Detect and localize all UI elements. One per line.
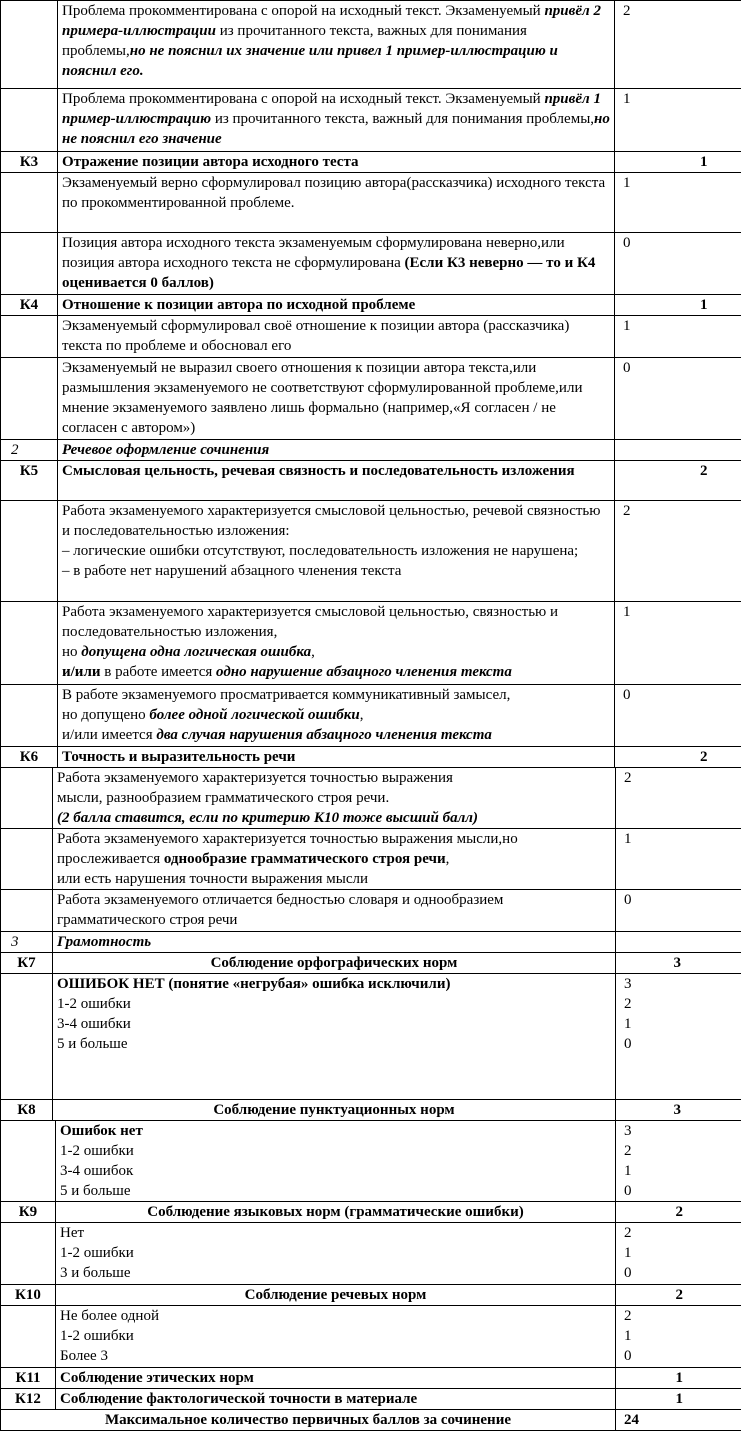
- total-value: 24: [616, 1410, 741, 1431]
- table-row: [1, 890, 741, 932]
- table-row: [1, 1223, 741, 1285]
- criterion-title: Точность и выразительность речи: [58, 747, 615, 768]
- criterion-max-score: 3: [666, 1100, 741, 1121]
- table-row: [1, 316, 741, 358]
- criterion-header-row: [1, 1285, 741, 1306]
- criterion-text: Экзаменуемый верно сформулировал позицию автора(рассказчика) исходного текста по прокомментированной проблеме.: [58, 173, 615, 233]
- score-cell: 1: [615, 173, 741, 233]
- criterion-max-score: 2: [667, 747, 741, 768]
- criterion-text: Ошибок нет 1-2 ошибки 3-4 ошибок 5 и больше: [56, 1121, 616, 1202]
- criterion-text: Экзаменуемый сформулировал своё отношение к позиции автора (рассказчика) текста по проблеме и обосновал его: [58, 316, 615, 358]
- table-row: [1, 602, 741, 685]
- criterion-title: Соблюдение речевых норм: [56, 1285, 616, 1306]
- table-row: [1, 685, 741, 747]
- table-row: [1, 501, 741, 602]
- criterion-code: К8: [1, 1100, 53, 1121]
- score-cell: 0: [615, 358, 741, 440]
- criterion-text: Проблема прокомментирована с опорой на исходный текст. Экзаменуемый привёл 1 пример-иллюстрацию из прочитанного текста, важный для понимания проблемы,но не пояснил его значение: [58, 89, 615, 152]
- criterion-code: К6: [1, 747, 58, 768]
- score-cell: 1: [615, 602, 741, 685]
- score-cell: 2: [615, 501, 741, 602]
- score-cell: 0: [615, 233, 741, 295]
- criterion-max-score: 2: [667, 461, 741, 501]
- criterion-text: Работа экзаменуемого отличается бедностью словаря и однообразием грамматического строя речи: [53, 890, 616, 932]
- score-cell: 0: [615, 685, 741, 747]
- criterion-code: К4: [1, 295, 58, 316]
- criterion-header-row: [1, 152, 741, 173]
- table-row: [1, 173, 741, 233]
- score-cell: 2 1 0: [616, 1306, 741, 1368]
- score-cell: 1: [616, 829, 741, 890]
- criteria-table-part-2: [0, 767, 741, 1121]
- criterion-text: В работе экзаменуемого просматривается коммуникативный замысел, но допущено более одной логической ошибки, и/или имеется два случая нарушения абзацного членения текста: [58, 685, 615, 747]
- criterion-title: Отношение к позиции автора по исходной проблеме: [58, 295, 615, 316]
- criterion-header-row: [1, 1202, 741, 1223]
- table-row: [1, 1, 741, 89]
- criterion-code: К12: [1, 1389, 56, 1410]
- score-cell: 1: [615, 316, 741, 358]
- criterion-code: К5: [1, 461, 58, 501]
- criterion-header-row: [1, 1368, 741, 1389]
- score-cell: 0: [616, 890, 741, 932]
- criterion-code: К10: [1, 1285, 56, 1306]
- criterion-text: Работа экзаменуемого характеризуется точностью выражения мысли, разнообразием грамматического строя речи. (2 балла ставится, если по критерию К10 тоже высший балл): [53, 768, 616, 829]
- criterion-max-score: 2: [668, 1285, 741, 1306]
- table-row: [1, 768, 741, 829]
- criterion-header-row: [1, 461, 741, 501]
- score-cell: 3 2 1 0: [616, 974, 741, 1100]
- criterion-text: Проблема прокомментирована с опорой на исходный текст. Экзаменуемый привёл 2 примера-иллюстрации из прочитанного текста, важных для понимания проблемы,но не пояснил их значение или привел 1 пример-иллюстрацию и пояснил его.: [58, 1, 615, 89]
- score-cell: 2: [615, 1, 741, 89]
- section-number: 2: [1, 440, 58, 461]
- criterion-title: Отражение позиции автора исходного теста: [58, 152, 615, 173]
- criterion-max-score: 1: [667, 152, 741, 173]
- table-row: [1, 233, 741, 295]
- criterion-header-row: [1, 1389, 741, 1410]
- table-row: [1, 829, 741, 890]
- criterion-header-row: [1, 747, 741, 768]
- section-title: Грамотность: [53, 932, 616, 953]
- section-header-row: [1, 932, 741, 953]
- criterion-text: Позиция автора исходного текста экзаменуемым сформулирована неверно,или позиция автора исходного текста не сформулирована (Если К3 неверно — то и К4 оценивается 0 баллов): [58, 233, 615, 295]
- score-cell: 1: [615, 89, 741, 152]
- criterion-text: Работа экзаменуемого характеризуется точностью выражения мысли,но прослеживается однообразие грамматического строя речи, или есть нарушения точности выражения мысли: [53, 829, 616, 890]
- score-cell: 2 1 0: [616, 1223, 741, 1285]
- criterion-header-row: [1, 1100, 741, 1121]
- criterion-title: Соблюдение пунктуационных норм: [53, 1100, 616, 1121]
- section-header-row: [1, 440, 741, 461]
- score-cell: 3 2 1 0: [616, 1121, 741, 1202]
- criterion-code: К11: [1, 1368, 56, 1389]
- criterion-title: Соблюдение этических норм: [56, 1368, 616, 1389]
- criterion-title: Соблюдение языковых норм (грамматические ошибки): [56, 1202, 616, 1223]
- table-row: [1, 358, 741, 440]
- total-row: [1, 1410, 741, 1431]
- criterion-max-score: 3: [666, 953, 741, 974]
- criterion-header-row: [1, 953, 741, 974]
- criterion-text: Работа экзаменуемого характеризуется смысловой цельностью, связностью и последовательностью изложения, но допущена одна логическая ошибка, и/или в работе имеется одно нарушение абзацного членения текста: [58, 602, 615, 685]
- criterion-max-score: 1: [668, 1389, 741, 1410]
- table-row: [1, 974, 741, 1100]
- criterion-text: Экзаменуемый не выразил своего отношения к позиции автора текста,или размышления экзаменуемого не соответствуют сформулированной проблеме,или мнение экзаменуемого заявлено лишь формально (например,«Я согласен / не согласен с автором»): [58, 358, 615, 440]
- table-row: [1, 89, 741, 152]
- table-row: [1, 1306, 741, 1368]
- criterion-title: Смысловая цельность, речевая связность и последовательность изложения: [58, 461, 615, 501]
- criterion-text: Нет 1-2 ошибки 3 и больше: [56, 1223, 616, 1285]
- total-label: Максимальное количество первичных баллов за сочинение: [1, 1410, 616, 1431]
- score-cell: 2: [616, 768, 741, 829]
- criterion-code: К9: [1, 1202, 56, 1223]
- criterion-title: Соблюдение фактологической точности в материале: [56, 1389, 616, 1410]
- section-number: 3: [1, 932, 53, 953]
- section-title: Речевое оформление сочинения: [58, 440, 615, 461]
- criterion-max-score: 1: [668, 1368, 741, 1389]
- criteria-table-part-3: [0, 1120, 741, 1431]
- criterion-max-score: 1: [667, 295, 741, 316]
- criterion-text: Не более одной 1-2 ошибки Более 3: [56, 1306, 616, 1368]
- table-row: [1, 1121, 741, 1202]
- criterion-header-row: [1, 295, 741, 316]
- criterion-code: К7: [1, 953, 53, 974]
- criterion-text: Работа экзаменуемого характеризуется смысловой цельностью, речевой связностью и последовательностью изложения: – логические ошибки отсутствуют, последовательность изложения не нарушена; – в работе нет нарушений абзацного членения текста: [58, 501, 615, 602]
- criterion-code: К3: [1, 152, 58, 173]
- criterion-title: Соблюдение орфографических норм: [53, 953, 616, 974]
- criterion-max-score: 2: [668, 1202, 741, 1223]
- criterion-text: ОШИБОК НЕТ (понятие «негрубая» ошибка исключили) 1-2 ошибки 3-4 ошибки 5 и больше: [53, 974, 616, 1100]
